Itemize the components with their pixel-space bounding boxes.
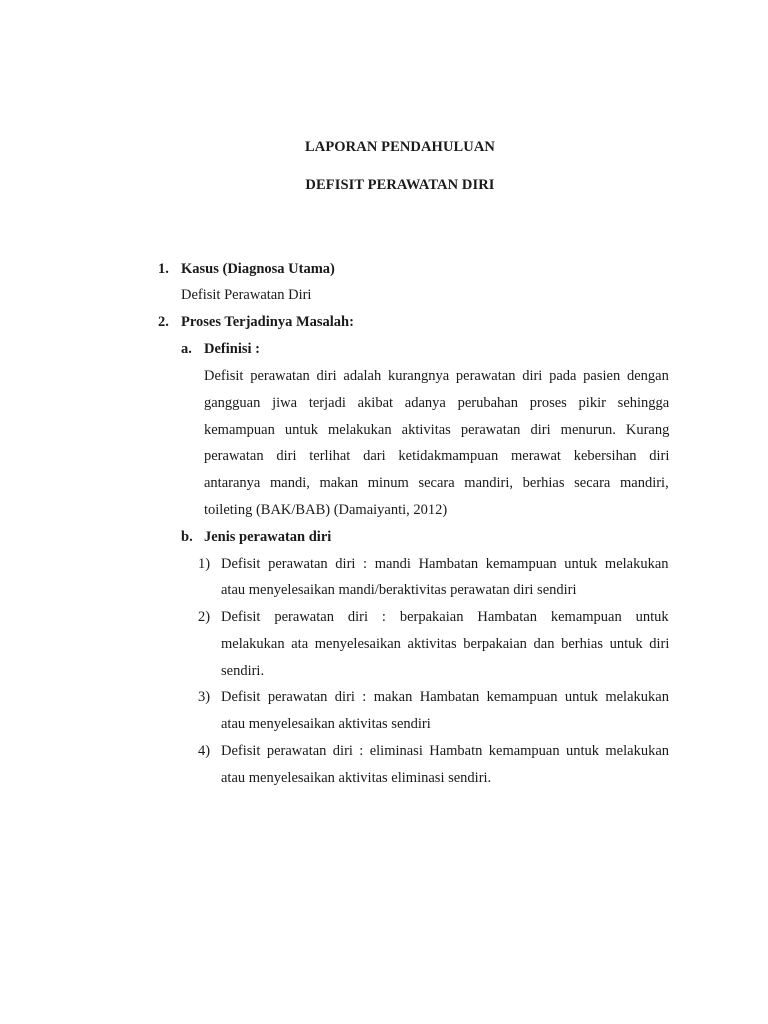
document-title: LAPORAN PENDAHULUAN xyxy=(305,139,495,155)
section-2-number: 2. xyxy=(158,314,169,330)
document-subtitle: DEFISIT PERAWATAN DIRI xyxy=(305,177,495,193)
definition-line: kemampuan untuk melakukan aktivitas perawatan diri menurun. Kurang xyxy=(204,422,670,438)
definition-line: perawatan diri terlihat dari ketidakmampuan merawat kebersihan diri xyxy=(204,448,670,464)
section-1-number: 1. xyxy=(158,261,169,277)
list-item-number: 3) xyxy=(198,689,211,705)
list-item-line: atau menyelesaikan aktivitas sendiri xyxy=(221,716,431,732)
definition-line: antaranya mandi, makan minum secara mandiri, berhias secara mandiri, xyxy=(204,475,669,491)
subsection-a-heading: Definisi : xyxy=(204,341,260,357)
subsection-b-label: b. xyxy=(181,529,193,545)
list-item-number: 2) xyxy=(198,609,211,625)
list-item-line: atau menyelesaikan aktivitas eliminasi sendiri. xyxy=(221,770,492,786)
definition-line: toileting (BAK/BAB) (Damaiyanti, 2012) xyxy=(204,502,448,518)
list-item-line: atau menyelesaikan mandi/beraktivitas perawatan diri sendiri xyxy=(221,582,577,598)
subsection-b-heading: Jenis perawatan diri xyxy=(204,529,332,545)
list-item-line: Defisit perawatan diri : mandi Hambatan kemampuan untuk melakukan xyxy=(221,556,669,572)
definition-line: gangguan jiwa terjadi akibat adanya perubahan proses pikir sehingga xyxy=(204,395,670,411)
section-2-heading: Proses Terjadinya Masalah: xyxy=(181,314,354,330)
list-item-line: Defisit perawatan diri : makan Hambatan kemampuan untuk melakukan xyxy=(221,689,669,705)
list-item-line: sendiri. xyxy=(221,663,265,679)
list-item-number: 1) xyxy=(198,556,211,572)
list-item-number: 4) xyxy=(198,743,211,759)
list-item-line: melakukan ata menyelesaikan aktivitas berpakaian dan berhias untuk diri xyxy=(221,636,670,652)
list-item-line: Defisit perawatan diri : berpakaian Hambatan kemampuan untuk xyxy=(221,609,669,625)
definition-line: Defisit perawatan diri adalah kurangnya perawatan diri pada pasien dengan xyxy=(204,368,669,384)
list-item-line: Defisit perawatan diri : eliminasi Hambatn kemampuan untuk melakukan xyxy=(221,743,670,759)
subsection-a-label: a. xyxy=(181,341,192,357)
section-1-text: Defisit Perawatan Diri xyxy=(181,287,312,303)
section-1-heading: Kasus (Diagnosa Utama) xyxy=(181,261,335,277)
